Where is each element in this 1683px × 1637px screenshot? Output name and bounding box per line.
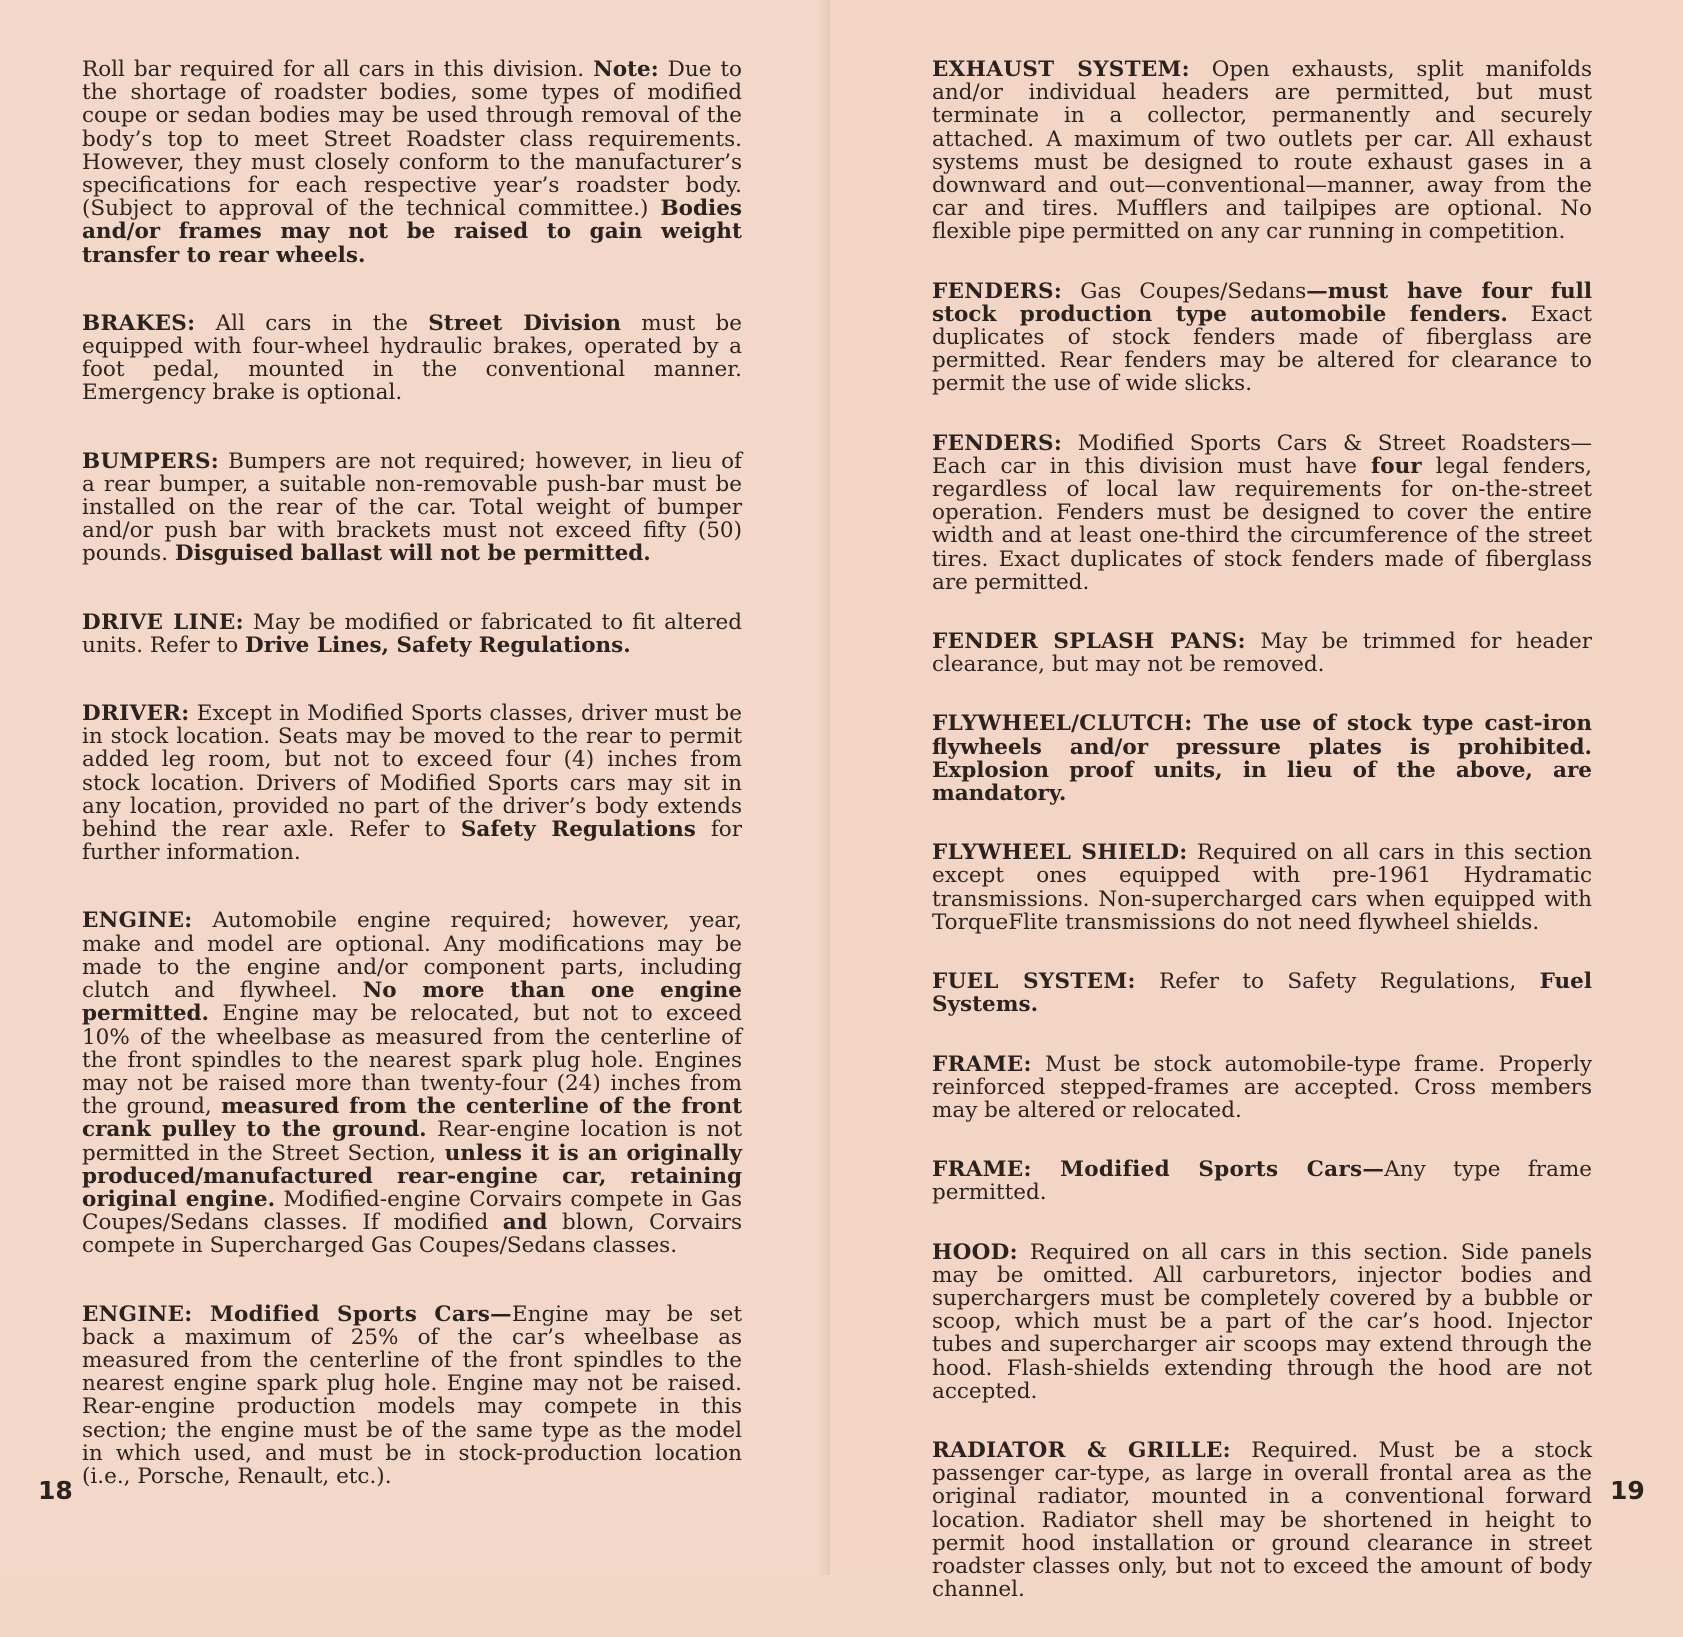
- emphasized-text: Bodies and/or frames may not be raised to gain weight transfer to rear wheels.: [82, 196, 742, 268]
- body-text: Except in Modified Sports classes, driver must be in stock location. Seats may be moved to the rear to permit added leg room, but not to exceed four (4) inches from stock location. Drivers of Modified Sports cars may sit in any location, provided no part of the driver’s body extends behind the rear axle. Refer to: [82, 701, 742, 843]
- right-column: [932, 58, 1592, 1637]
- emphasized-text: Drive Lines, Safety Regulations.: [245, 632, 631, 658]
- body-text: Bumpers are not required; however, in lieu of a rear bumper, a suitable non-removable push-bar must be installed on the rear of the car. Total weight of bumper and/or push bar with brackets must not exceed fifty (50) pounds.: [82, 448, 742, 567]
- section-heading: ENGINE:: [82, 908, 193, 934]
- emphasized-text: Note:: [593, 57, 659, 82]
- body-text: Required on all cars in this section. Side panels may be omitted. All carburetors, injector bodies and superchargers must be completely covered by a bubble or scoop, which must be a part of the car’s hood. Injector tubes and supercharger air scoops may extend through the hood. Flash-shields extending through the hood are not accepted.: [932, 1239, 1592, 1404]
- section-heading: FLYWHEEL/CLUTCH:: [932, 711, 1193, 737]
- section-heading: FENDERS:: [932, 278, 1063, 304]
- section-heading: EXHAUST SYSTEM:: [932, 57, 1190, 82]
- section-heading: FLYWHEEL SHIELD:: [932, 840, 1188, 866]
- body-text: Due to the shortage of roadster bodies, some types of modified coupe or sedan bodies may be used through removal of the body’s top to meet Street Roadster class requirements. However, they must closely conform to the manufacturer’s specifications for each respective year’s roadster body. (Subject to approval of the technical committee.): [82, 57, 742, 222]
- section-heading: FENDERS:: [932, 430, 1063, 456]
- section-heading: FENDER SPLASH PANS:: [932, 629, 1246, 655]
- emphasized-text: No more than one engine permitted.: [82, 978, 742, 1027]
- body-text: legal fenders, regardless of local law requirements for on-the-street operation. Fenders must be designed to cover the entire width and at least one-third the circumference of the street tires. Exact duplicates of stock fenders made of fiberglass are permitted.: [932, 453, 1592, 595]
- rule-section-driver: [82, 702, 742, 864]
- rule-section-fenders-gas: [932, 280, 1592, 396]
- emphasized-text: measured from the centerline of the front crank pulley to the ground.: [82, 1094, 743, 1143]
- rule-section-flywheel-shield: [932, 841, 1592, 934]
- body-text: for further information.: [82, 817, 742, 866]
- rule-section-frame: [932, 1053, 1592, 1123]
- body-text: Exact duplicates of stock fenders made of fiberglass are permitted. Rear fenders may be altered for clearance to permit the use of wide slicks.: [932, 301, 1592, 397]
- section-heading: RADIATOR & GRILLE:: [932, 1437, 1231, 1463]
- emphasized-text: unless it is an originally produced/manufactured rear-engine car, retaining original engine.: [82, 1140, 742, 1212]
- body-text: May be trimmed for header clearance, but may not be removed.: [932, 629, 1592, 678]
- emphasized-text: four: [1371, 453, 1422, 479]
- section-heading: HOOD:: [932, 1239, 1018, 1265]
- right-page-number: 19: [1610, 1476, 1645, 1505]
- body-text: Rear-engine location is not permitted in the Street Section,: [82, 1117, 742, 1166]
- rule-section-brakes: [82, 312, 742, 405]
- rule-section-fenders-modified: [932, 432, 1592, 594]
- rule-section-drive-line: [82, 611, 742, 657]
- right-page: [830, 0, 1683, 1603]
- section-heading: BRAKES:: [82, 310, 196, 336]
- emphasized-text: Disguised ballast will not be permitted.: [174, 541, 651, 567]
- body-text: Roll bar required for all cars in this division.: [82, 57, 594, 82]
- section-heading: FRAME:: [932, 1051, 1032, 1077]
- section-heading: DRIVE LINE:: [82, 609, 244, 635]
- body-text: Modified-engine Corvairs compete in Gas Coupes/Sedans classes. If modified: [82, 1186, 742, 1236]
- body-text: Gas Coupes/Sedans: [1062, 278, 1307, 304]
- rule-section-flywheel-clutch: [932, 712, 1592, 805]
- body-text: blown, Corvairs compete in Supercharged Gas Coupes/Sedans classes.: [82, 1210, 742, 1259]
- body-text: Must be stock automobile-type frame. Properly reinforced stepped-frames are accepted. Cross members may be altered or relocated.: [932, 1051, 1592, 1123]
- emphasized-text: The use of stock type cast-iron flywheels and/or pressure plates is prohibited. Explosion proof units, in lieu of the above, are mandatory.: [932, 711, 1592, 807]
- section-heading: BUMPERS:: [82, 448, 220, 474]
- body-text: must be equipped with four-wheel hydraulic brakes, operated by a foot pedal, mounted in the conventional manner. Emergency brake is optional.: [82, 310, 742, 406]
- body-text: Modified Sports Cars & Street Roadsters—Each car in this division must have: [932, 430, 1592, 479]
- body-text: Engine may be relocated, but not to exceed 10% of the wheelbase as measured from the centerline of the front spindles to the nearest spark plug hole. Engines may not be raised more than twenty-four (24) inches from the ground,: [82, 1001, 742, 1120]
- body-text: Engine may be set back a maximum of 25% of the car’s wheelbase as measured from the centerline of the front spindles to the nearest engine spark plug hole. Engine may not be raised. Rear-engine production models may compete in this section; the engine must be of the same type as the model in which used, and must be in stock-production location (i.e., Porsche, Renault, etc.).: [82, 1301, 742, 1489]
- rule-section-frame-modified: [932, 1158, 1592, 1204]
- rule-section-fender-splash-pans: [932, 630, 1592, 676]
- rule-section-engine-modified: [82, 1303, 742, 1489]
- rule-section-radiator-grille: [932, 1439, 1592, 1601]
- rule-section-hood: [932, 1241, 1592, 1403]
- section-heading: FUEL SYSTEM:: [932, 969, 1136, 995]
- section-heading: ENGINE: Modified Sports Cars—: [82, 1301, 512, 1327]
- emphasized-text: Safety Regulations: [460, 817, 696, 843]
- body-text: Automobile engine required; however, year, make and model are optional. Any modifications may be made to the engine and/or component parts, including clutch and flywheel.: [82, 908, 742, 1004]
- rule-section-engine: [82, 909, 742, 1257]
- left-column: [82, 58, 742, 1533]
- body-text: Any type frame permitted.: [932, 1157, 1593, 1206]
- rule-section-fuel-system: [932, 970, 1592, 1016]
- emphasized-text: and: [502, 1210, 548, 1236]
- rule-section-intro: [82, 58, 742, 267]
- emphasized-text: Street Division: [428, 310, 621, 336]
- emphasized-text: Fuel Systems.: [932, 969, 1592, 1018]
- body-text: May be modified or fabricated to fit altered units. Refer to: [82, 609, 742, 658]
- emphasized-text: —must have four full stock production type automobile fenders.: [932, 278, 1592, 327]
- body-text: Refer to Safety Regulations,: [1135, 969, 1540, 995]
- left-page: [0, 0, 830, 1575]
- left-page-number: 18: [38, 1476, 73, 1505]
- section-heading: FRAME: Modified Sports Cars—: [932, 1157, 1385, 1183]
- body-text: Open exhausts, split manifolds and/or individual headers are permitted, but must terminate in a collector, permanently and securely attached. A maximum of two outlets per car. All exhaust systems must be designed to route exhaust gases in a downward and out—conventional—manner, away from the car and tires. Mufflers and tailpipes are optional. No flexible pipe permitted on any car running in competition.: [932, 57, 1592, 245]
- body-text: All cars in the: [195, 310, 429, 336]
- section-heading: DRIVER:: [82, 701, 190, 727]
- body-text: Required on all cars in this section except ones equipped with pre-1961 Hydramatic transmissions. Non-supercharged cars when equipped with TorqueFlite transmissions do not need flywheel shields.: [932, 840, 1592, 935]
- rule-section-exhaust-system: [932, 58, 1592, 244]
- rule-section-bumpers: [82, 450, 742, 566]
- body-text: Required. Must be a stock passenger car-type, as large in overall frontal area as the original radiator, mounted in a conventional forward location. Radiator shell may be shortened in height to permit hood installation or ground clearance in street roadster classes only, but not to exceed the amount of body channel.: [932, 1437, 1592, 1603]
